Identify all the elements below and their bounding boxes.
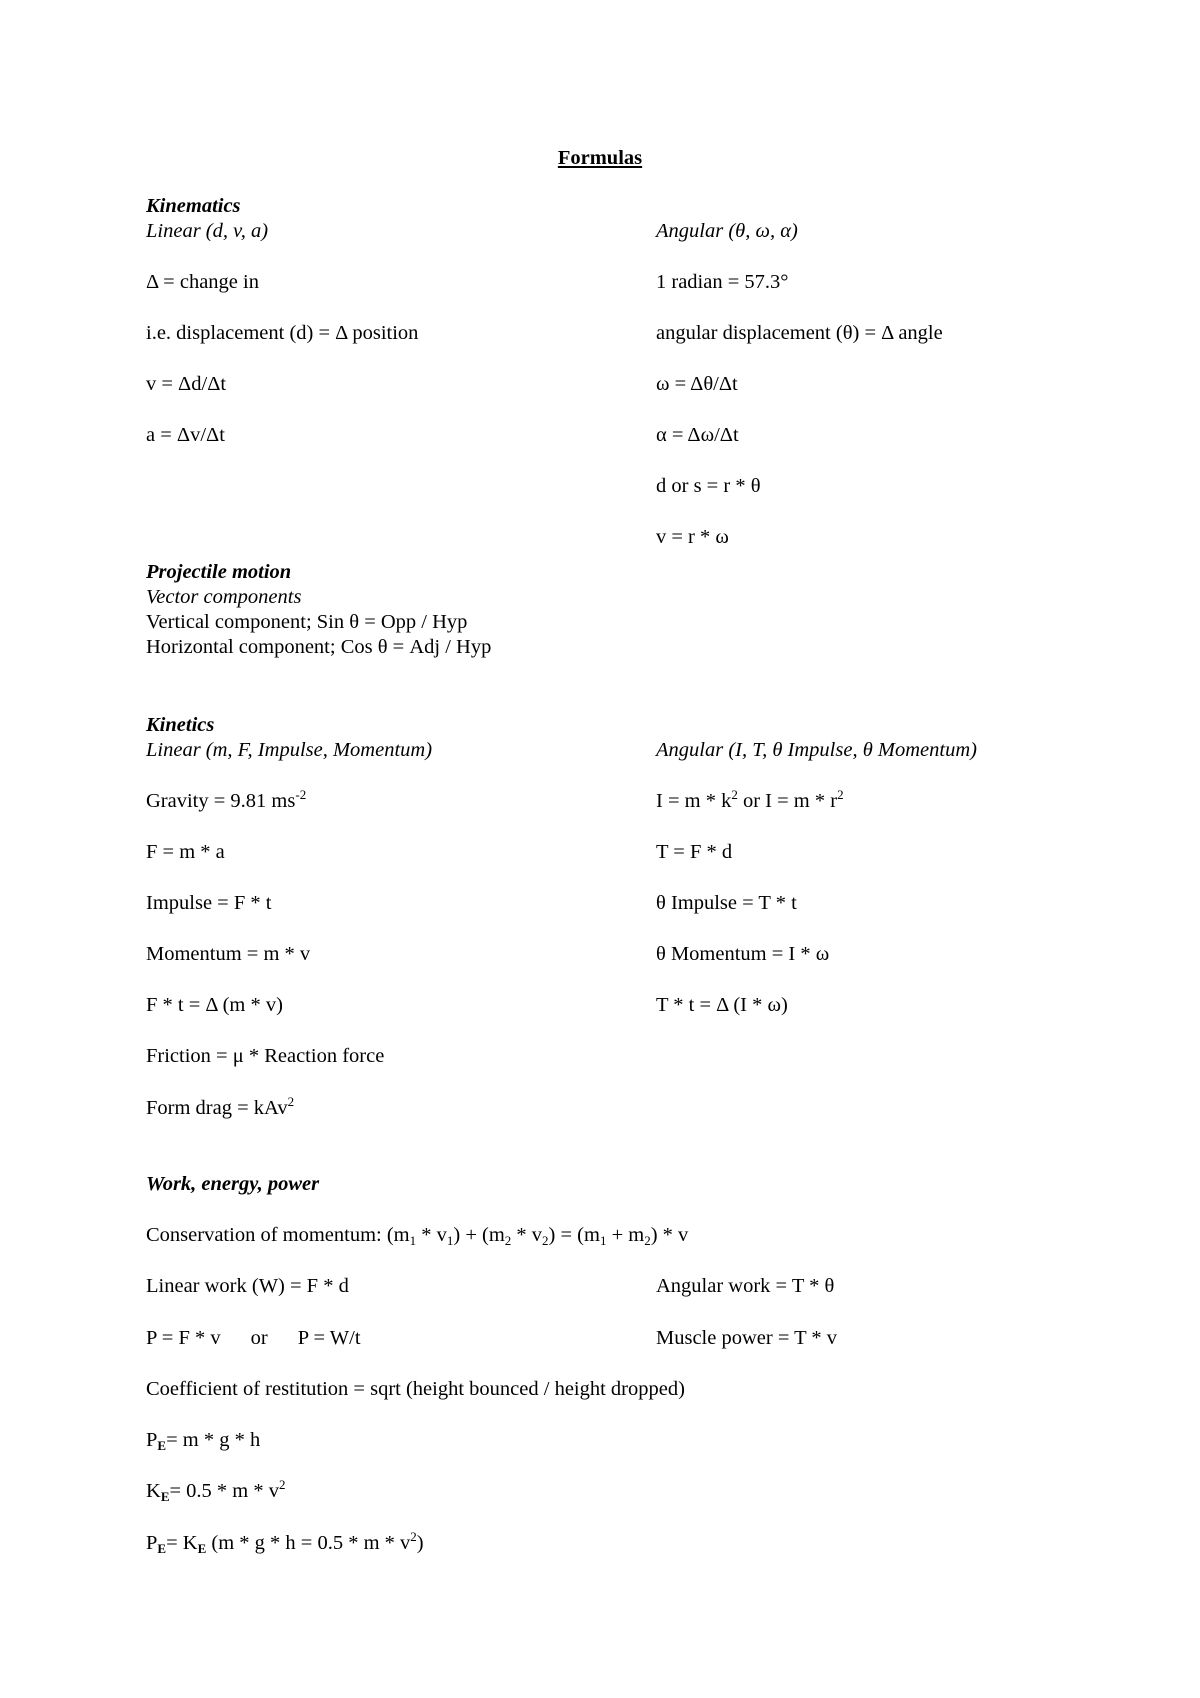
projectile-heading: Projectile motion bbox=[146, 561, 292, 583]
formula-form-drag: Form drag = kAv$^2$ bbox=[146, 1094, 295, 1119]
formula-impulse: Impulse = F * t bbox=[146, 892, 272, 914]
formula-angular-impulse-momentum: T * t = Δ (I * ω) bbox=[656, 994, 788, 1016]
formula-angular-displacement: angular displacement (θ) = Δ angle bbox=[656, 322, 943, 344]
formula-angular-acceleration: α = Δω/Δt bbox=[656, 424, 739, 446]
formula-momentum: Momentum = m * v bbox=[146, 943, 311, 965]
formula-gravity: Gravity = 9.81 $ms^{-2}$ bbox=[146, 787, 307, 812]
formula-torque: T = F * d bbox=[656, 841, 733, 863]
formula-moment-of-inertia: $I = m * k^2$ or $I = m * r^2$ bbox=[656, 787, 844, 812]
kinetics-angular-heading: Angular (I, T, θ Impulse, θ Momentum) bbox=[656, 739, 977, 761]
formula-acceleration: a = Δv/Δt bbox=[146, 424, 225, 446]
formula-angular-momentum: θ Momentum = I * ω bbox=[656, 943, 830, 965]
formula-conservation-of-momentum: Conservation of momentum: $(m_1 * v_1) + (m_2 * v_2) = (m_1 + m_2) * v$ bbox=[146, 1224, 689, 1248]
formula-tangential-velocity: v = r * ω bbox=[656, 526, 729, 548]
formula-velocity: v = Δd/Δt bbox=[146, 373, 227, 395]
formula-vertical-component: Vertical component; Sin θ = Opp / Hyp bbox=[146, 611, 468, 633]
formula-potential-energy: $P_E= m * g * h$ bbox=[146, 1429, 261, 1453]
formula-radian: 1 radian = 57.3° bbox=[656, 271, 789, 293]
formula-displacement: i.e. displacement (d) = Δ position bbox=[146, 322, 419, 344]
formula-delta-definition: Δ = change in bbox=[146, 271, 259, 293]
kinetics-heading: Kinetics bbox=[146, 714, 215, 736]
formula-impulse-momentum: F * t = Δ (m * v) bbox=[146, 994, 283, 1016]
kinematics-heading: Kinematics bbox=[146, 195, 241, 217]
formula-horizontal-component: Horizontal component; Cos θ = Adj / Hyp bbox=[146, 636, 492, 658]
kinematics-angular-heading: Angular (θ, ω, α) bbox=[656, 220, 798, 242]
projectile-subheading: Vector components bbox=[146, 586, 302, 608]
formula-power: P = F * v or P = W/t bbox=[146, 1327, 361, 1349]
kinematics-linear-heading: Linear (d, v, a) bbox=[146, 220, 269, 242]
formula-kinetic-energy: $K_E= 0.5 * m * v^2$ bbox=[146, 1477, 286, 1504]
formula-muscle-power: Muscle power = T * v bbox=[656, 1327, 838, 1349]
formula-friction: Friction = μ * Reaction force bbox=[146, 1045, 385, 1067]
formula-linear-work: Linear work (W) = F * d bbox=[146, 1275, 349, 1297]
formula-angular-velocity: ω = Δθ/Δt bbox=[656, 373, 738, 395]
formula-energy-equivalence: $P_E= K_E$ $(m * g * h = 0.5 * m * v^2)$ bbox=[146, 1529, 424, 1556]
work-heading: Work, energy, power bbox=[146, 1173, 320, 1195]
formula-angular-impulse: θ Impulse = T * t bbox=[656, 892, 797, 914]
kinetics-linear-heading: Linear (m, F, Impulse, Momentum) bbox=[146, 739, 433, 761]
page-title: Formulas bbox=[557, 147, 643, 169]
formula-force: F = m * a bbox=[146, 841, 225, 863]
formula-arc-length: d or s = r * θ bbox=[656, 475, 761, 497]
formula-angular-work: Angular work = T * θ bbox=[656, 1275, 835, 1297]
formula-coefficient-of-restitution: Coefficient of restitution = sqrt (height bounced / height dropped) bbox=[146, 1378, 685, 1400]
